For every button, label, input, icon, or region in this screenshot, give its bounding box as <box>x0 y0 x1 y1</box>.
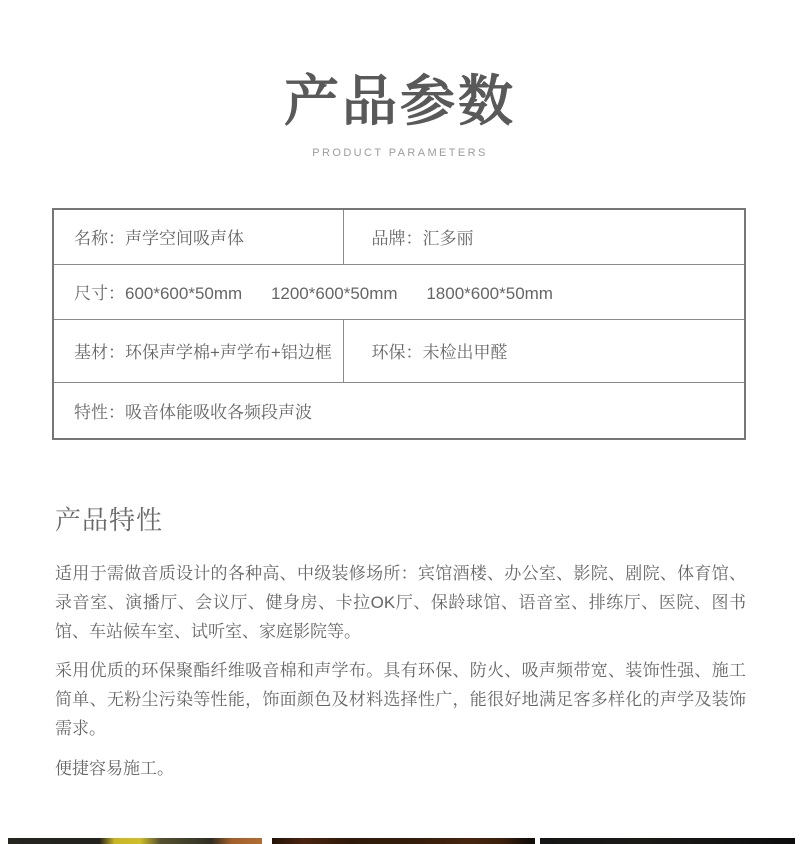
product-photo-1 <box>8 838 262 844</box>
param-cell-material: 基材：环保声学棉+声学布+铝边框 <box>53 319 343 382</box>
product-parameters-table <box>52 208 746 440</box>
param-cell-environment: 环保：未检出甲醛 <box>343 319 745 382</box>
param-cell-feature: 特性：吸音体能吸收各频段声波 <box>53 382 745 439</box>
features-section-heading: 产品特性 <box>55 505 164 535</box>
size-option-3: 1800*600*50mm <box>426 284 553 303</box>
table-row-name-brand <box>53 209 745 264</box>
features-paragraph-installation: 便捷容易施工。 <box>55 759 174 778</box>
table-row-size <box>53 264 745 319</box>
param-cell-brand: 品牌：汇多丽 <box>343 209 745 264</box>
page-title: 产品参数 <box>283 70 516 132</box>
size-option-1: 600*600*50mm <box>125 284 243 303</box>
size-label: 尺寸： <box>74 284 125 303</box>
table-row-material-env <box>53 319 745 382</box>
features-paragraph-applications: 适用于需做音质设计的各种高、中级装修场所：宾馆酒楼、办公室、影院、剧院、体育馆、录音室、演播厅、会议厅、健身房、卡拉OK厅、保龄球馆、语音室、排练厅、医院、图书馆、车站候车室、试听室、家庭影院等。 <box>55 564 746 641</box>
product-photo-3 <box>540 838 795 844</box>
size-option-2: 1200*600*50mm <box>270 284 398 303</box>
param-cell-size <box>53 264 745 319</box>
features-paragraph-materials: 采用优质的环保聚酯纤维吸音棉和声学布。具有环保、防火、吸声频带宽、装饰性强、施工简单、无粉尘污染等性能，饰面颜色及材料选择性广，能很好地满足客多样化的声学及装饰需求。 <box>55 661 746 738</box>
table-row-feature <box>53 382 745 439</box>
page-subtitle: PRODUCT PARAMETERS <box>312 147 488 159</box>
param-cell-name: 名称：声学空间吸声体 <box>53 209 343 264</box>
product-photo-2 <box>272 838 535 844</box>
product-photo-strip <box>8 838 795 844</box>
